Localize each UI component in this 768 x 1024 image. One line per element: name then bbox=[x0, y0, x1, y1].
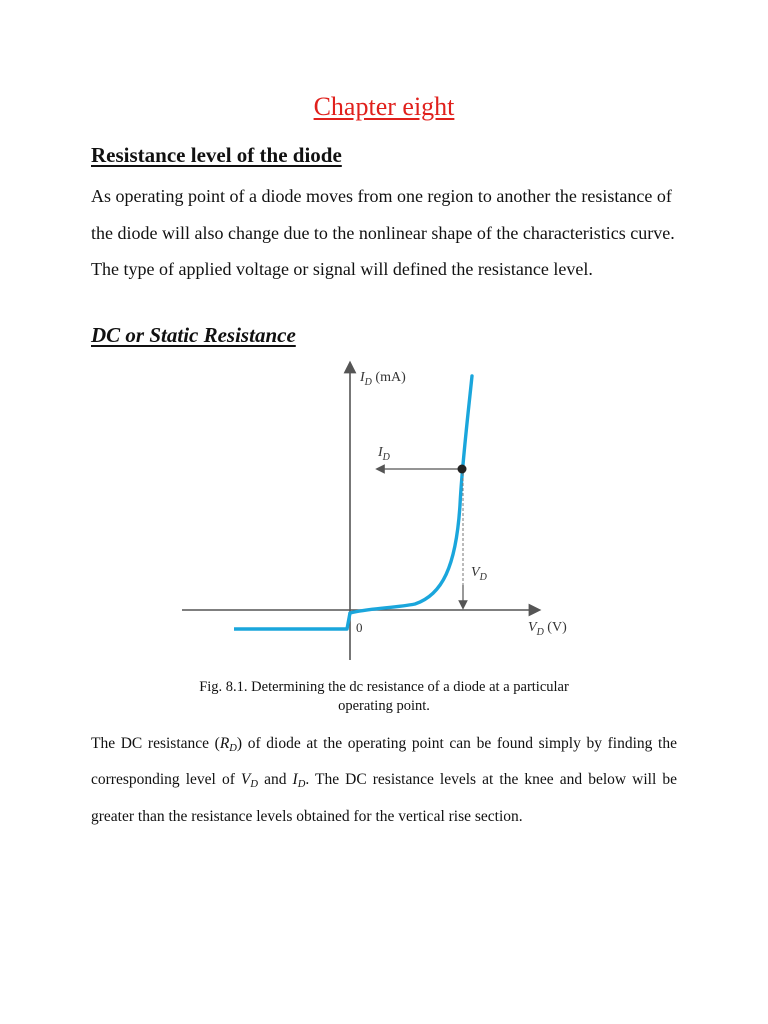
rd-symbol: R bbox=[219, 735, 230, 752]
current-marker-label: $I_D$ bbox=[378, 445, 390, 463]
vd-subscript: D bbox=[250, 779, 258, 791]
diode-curve-forward bbox=[350, 376, 472, 613]
subsection-heading: DC or Static Resistance bbox=[91, 323, 296, 347]
diode-characteristic-diagram bbox=[170, 355, 600, 665]
rd-subscript: D bbox=[229, 742, 237, 754]
vd-symbol: V bbox=[240, 771, 251, 789]
y-axis-label: $I_D$ (mA) bbox=[360, 370, 406, 388]
figure-caption-line-2: operating point. bbox=[338, 698, 430, 714]
x-axis-label: $V_D$ (V) bbox=[528, 620, 567, 638]
voltage-marker-label: $V_D$ bbox=[471, 565, 487, 583]
operating-point bbox=[458, 465, 467, 474]
body-text-part-4: . The DC resistance levels at the knee and below will be greater than the resistance levels obtained for the vertical rise section. bbox=[91, 771, 677, 825]
id-symbol: I bbox=[292, 771, 298, 789]
body-text-part-2: ) of diode at the operating point can be found simply by finding the corresponding level of bbox=[91, 735, 677, 789]
origin-label: 0 bbox=[356, 620, 363, 635]
body-text-part-3: and bbox=[258, 771, 293, 789]
id-subscript: D bbox=[297, 779, 306, 791]
section-heading: Resistance level of the diode bbox=[91, 143, 342, 167]
diode-characteristic-figure bbox=[170, 355, 600, 665]
body-text-part-1: The DC resistance ( bbox=[91, 735, 220, 752]
chapter-title: Chapter eight bbox=[313, 92, 455, 121]
intro-paragraph: As operating point of a diode moves from one region to another the resistance of the diode will also change due to the nonlinear shape of the characteristics curve. The type of applied voltage or signal will defined the resistance level. bbox=[91, 186, 675, 279]
diode-curve-reverse bbox=[234, 613, 350, 629]
figure-caption-line-1: Fig. 8.1. Determining the dc resistance of a diode at a particular bbox=[199, 679, 569, 695]
figure-caption bbox=[140, 678, 628, 716]
body-paragraph bbox=[91, 728, 677, 832]
